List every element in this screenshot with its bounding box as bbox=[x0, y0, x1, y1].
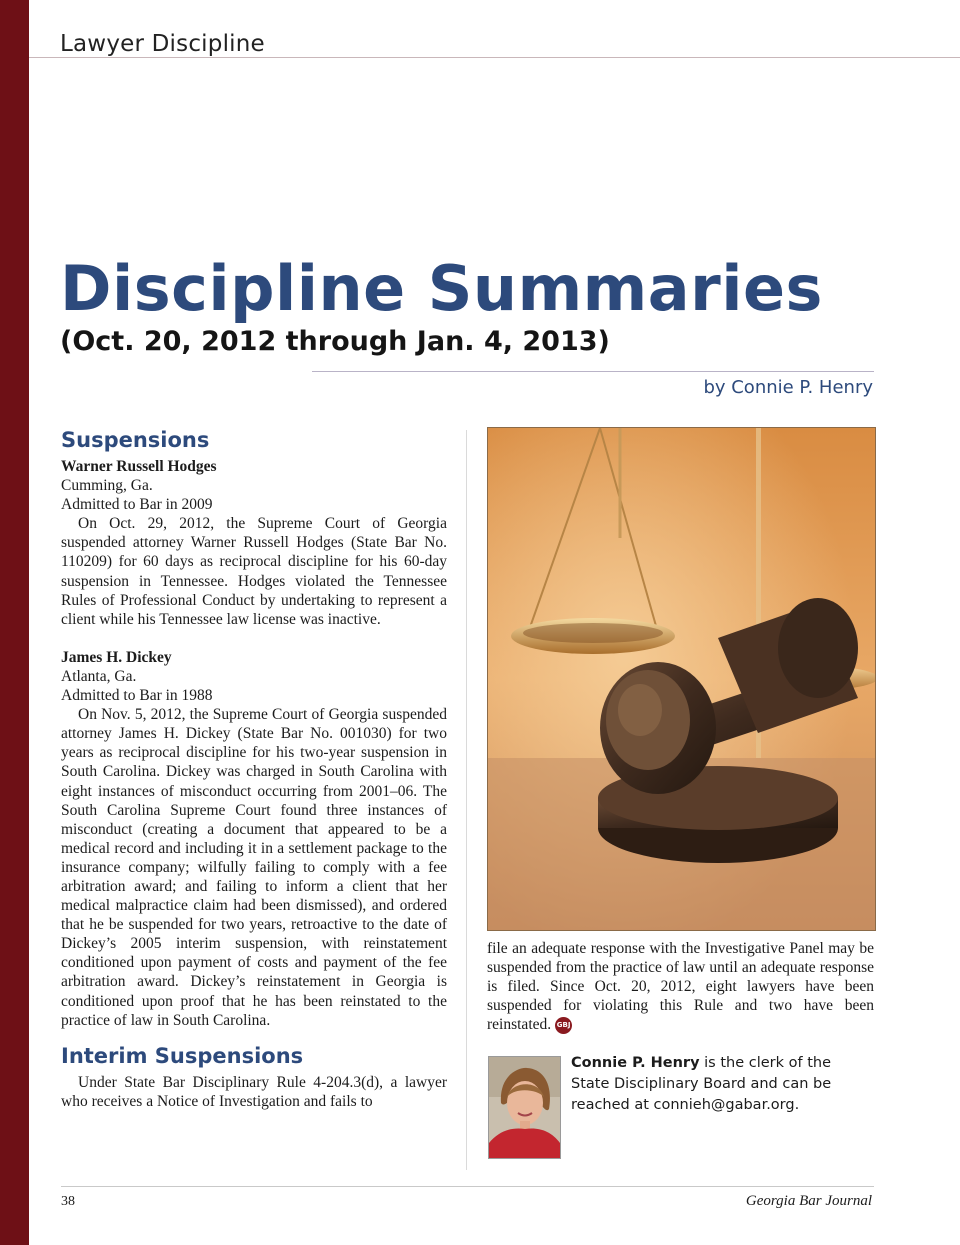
author-headshot bbox=[488, 1056, 561, 1159]
discipline-entry bbox=[61, 457, 447, 629]
author-bio-text: is the clerk of the State Disciplinary Board and can be reached at connieh@gabar.org. bbox=[571, 1055, 832, 1113]
attorney-location: Atlanta, Ga. bbox=[61, 667, 137, 685]
column-divider bbox=[466, 430, 467, 1170]
attorney-admitted: Admitted to Bar in 2009 bbox=[61, 496, 213, 514]
header-divider bbox=[29, 57, 960, 58]
section-label: Lawyer Discipline bbox=[60, 31, 265, 57]
author-bio bbox=[571, 1053, 871, 1116]
discipline-entry bbox=[61, 648, 447, 1030]
page-number: 38 bbox=[61, 1194, 75, 1209]
interim-suspensions-heading: Interim Suspensions bbox=[61, 1043, 304, 1068]
article-subtitle: (Oct. 20, 2012 through Jan. 4, 2013) bbox=[60, 326, 610, 357]
entry-body: On Nov. 5, 2012, the Supreme Court of Georgia suspended attorney James H. Dickey (State Bar No. 001030) for two years as reciprocal discipline for his two-year suspension in South Carolina. Dickey was charged in South Carolina with eight instances of misconduct occurring from 2001–06. The South Carolina Supreme Court found three instances of misconduct (creating a document that appeared to be a medical record and including it in a settlement package to the insurance company; wilfully failing to comply with a fee arbitration award; and failing to inform a client that her medical malpractice claim had been dismissed), and ordered that he be suspended for two years, retroactive to the date of Dickey’s 2005 interim suspension, with reinstatement conditioned upon payment of costs and payment of the fee arbitration award. Dickey’s reinstatement in Georgia is conditioned upon proof that he has been reinstated to the practice of law in South Carolina. bbox=[61, 706, 447, 1029]
suspensions-heading: Suspensions bbox=[61, 428, 210, 452]
footer-divider bbox=[61, 1186, 874, 1187]
entry-body: On Oct. 29, 2012, the Supreme Court of Georgia suspended attorney Warner Russell Hodges (State Bar No. 110209) for 60 days as reciprocal discipline for his 60-day suspension in Tennessee. Hodges violated the Tennessee Rules of Professional Conduct by undertaking to represent a client while his Tennessee law license was inactive. bbox=[61, 515, 447, 628]
article-title: Discipline Summaries bbox=[60, 252, 823, 325]
attorney-admitted: Admitted to Bar in 1988 bbox=[61, 687, 213, 705]
attorney-location: Cumming, Ga. bbox=[61, 477, 153, 495]
gavel-and-scales-photo bbox=[487, 427, 876, 931]
interim-body-right-text: file an adequate response with the Investigative Panel may be suspended from the practice of law until an adequate response is filed. Since Oct. 20, 2012, eight lawyers have been suspended for violating this Rule and two have been reinstated. bbox=[487, 940, 874, 1034]
interim-body-right bbox=[487, 939, 874, 1034]
left-column bbox=[61, 423, 447, 1111]
journal-name: Georgia Bar Journal bbox=[745, 1193, 872, 1209]
gbj-end-mark-icon: GBJ bbox=[555, 1017, 572, 1034]
title-divider bbox=[312, 371, 874, 372]
attorney-name: Warner Russell Hodges bbox=[61, 458, 217, 475]
attorney-name: James H. Dickey bbox=[61, 648, 172, 666]
author-name: Connie P. Henry bbox=[571, 1055, 700, 1071]
side-accent-bar bbox=[0, 0, 29, 1245]
interim-body-left: Under State Bar Disciplinary Rule 4-204.3(d), a lawyer who receives a Notice of Investigation and fails to bbox=[61, 1073, 447, 1110]
byline: by Connie P. Henry bbox=[703, 377, 873, 398]
